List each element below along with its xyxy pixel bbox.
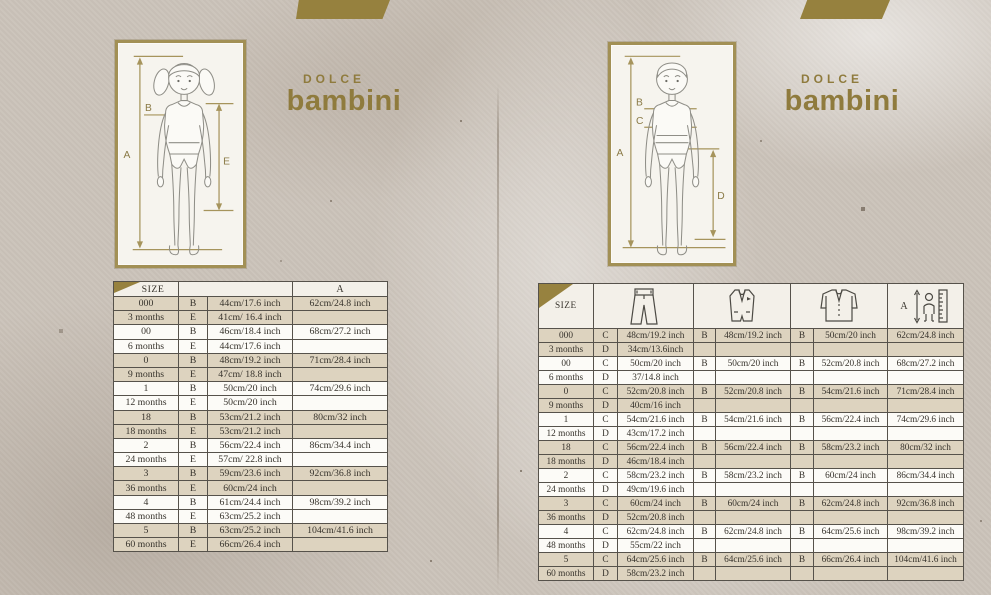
- vest-measurement-cell: [716, 511, 791, 525]
- measurement-label-e: E: [223, 156, 231, 168]
- height-cell: [293, 367, 388, 381]
- size-cell: 60 months: [539, 567, 594, 581]
- vest-measurement-cell: [716, 539, 791, 553]
- vest-measurement-cell: [716, 483, 791, 497]
- vest-column-header: [694, 284, 791, 329]
- height-cell: [888, 371, 964, 385]
- measurement-label-a: A: [123, 150, 131, 162]
- vest-measurement-cell: 50cm/20 inch: [716, 357, 791, 371]
- measurement-cell: 44cm/17.6 inch: [208, 339, 293, 353]
- shirt-measurement-cell: 56cm/22.4 inch: [814, 413, 888, 427]
- height-cell: 68cm/27.2 inch: [293, 325, 388, 339]
- pants-letter-cell: C: [594, 497, 618, 511]
- measurement-cell: 56cm/22.4 inch: [208, 438, 293, 452]
- pants-measurement-cell: 50cm/20 inch: [618, 357, 694, 371]
- vest-letter-cell: B: [694, 525, 716, 539]
- height-cell: [293, 481, 388, 495]
- shirt-letter-cell: B: [791, 525, 814, 539]
- pants-measurement-cell: 34cm/13.6inch: [618, 343, 694, 357]
- size-cell: 18: [114, 410, 179, 424]
- table-row: [114, 311, 388, 325]
- vest-measurement-cell: 60cm/24 inch: [716, 497, 791, 511]
- size-cell: 9 months: [539, 399, 594, 413]
- pants-measurement-cell: 60cm/24 inch: [618, 497, 694, 511]
- measurement-cell: 53cm/21.2 inch: [208, 410, 293, 424]
- measurement-label-c: C: [636, 116, 644, 128]
- measure-letter-cell: E: [179, 367, 208, 381]
- pants-letter-cell: C: [594, 413, 618, 427]
- pants-letter-cell: D: [594, 539, 618, 553]
- measure-letter-cell: E: [179, 339, 208, 353]
- table-row: [114, 353, 388, 367]
- shirt-letter-cell: [791, 343, 814, 357]
- pants-letter-cell: C: [594, 385, 618, 399]
- shirt-letter-cell: B: [791, 441, 814, 455]
- size-cell: 1: [539, 413, 594, 427]
- table-row: [539, 399, 964, 413]
- size-cell: 2: [114, 438, 179, 452]
- paper-crease: [497, 84, 499, 590]
- measure-letter-cell: B: [179, 438, 208, 452]
- vest-letter-cell: [694, 399, 716, 413]
- height-cell: [888, 511, 964, 525]
- height-cell: [293, 424, 388, 438]
- pants-measurement-cell: 43cm/17.2 inch: [618, 427, 694, 441]
- shirt-column-header: [791, 284, 888, 329]
- girl-table-header-row: [114, 282, 388, 297]
- height-cell: 71cm/28.4 inch: [888, 385, 964, 399]
- measurement-cell: 47cm/ 18.8 inch: [208, 367, 293, 381]
- measurement-cell: 63cm/25.2 inch: [208, 524, 293, 538]
- shirt-measurement-cell: 66cm/26.4 inch: [814, 553, 888, 567]
- table-row: [114, 495, 388, 509]
- boy-figure-illustration: [611, 45, 733, 263]
- brand-logo-bottom: bambini: [286, 85, 402, 117]
- measure-letter-cell: E: [179, 509, 208, 523]
- measurement-cell: 66cm/26.4 inch: [208, 538, 293, 552]
- vest-measurement-cell: [716, 427, 791, 441]
- measurement-label-d: D: [717, 191, 725, 203]
- measure-letter-cell: E: [179, 481, 208, 495]
- measurement-cell: 46cm/18.4 inch: [208, 325, 293, 339]
- vest-letter-cell: [694, 371, 716, 385]
- size-cell: 48 months: [539, 539, 594, 553]
- table-row: [539, 539, 964, 553]
- brand-logo-top: DOLCE: [801, 72, 863, 86]
- shirt-measurement-cell: 50cm/20 inch: [814, 329, 888, 343]
- shirt-measurement-cell: [814, 399, 888, 413]
- shirt-measurement-cell: 58cm/23.2 inch: [814, 441, 888, 455]
- measurement-cell: 63cm/25.2 inch: [208, 509, 293, 523]
- height-cell: 86cm/34.4 inch: [293, 438, 388, 452]
- measure-letter-cell: B: [179, 325, 208, 339]
- size-header-cell: SIZE: [114, 282, 179, 297]
- table-row: [114, 339, 388, 353]
- vest-letter-cell: [694, 427, 716, 441]
- shirt-measurement-cell: 62cm/24.8 inch: [814, 497, 888, 511]
- height-cell: [888, 455, 964, 469]
- pants-letter-cell: D: [594, 343, 618, 357]
- vest-letter-cell: B: [694, 469, 716, 483]
- height-cell: [888, 399, 964, 413]
- table-row: [539, 385, 964, 399]
- height-cell: [888, 343, 964, 357]
- shirt-letter-cell: [791, 511, 814, 525]
- table-row: [114, 524, 388, 538]
- shirt-letter-cell: B: [791, 413, 814, 427]
- table-row: [114, 325, 388, 339]
- brand-logo-bottom: bambini: [784, 85, 900, 117]
- height-cell: [293, 396, 388, 410]
- pants-letter-cell: D: [594, 567, 618, 581]
- vest-icon: [725, 288, 759, 324]
- shirt-letter-cell: [791, 539, 814, 553]
- size-cell: 48 months: [114, 509, 179, 523]
- shirt-measurement-cell: [814, 343, 888, 357]
- table-row: [114, 410, 388, 424]
- shirt-measurement-cell: [814, 483, 888, 497]
- size-cell: 24 months: [539, 483, 594, 497]
- size-cell: 5: [114, 524, 179, 538]
- pants-measurement-cell: 37/14.8 inch: [618, 371, 694, 385]
- measure-letter-cell: B: [179, 410, 208, 424]
- table-row: [539, 497, 964, 511]
- measure-letter-cell: E: [179, 538, 208, 552]
- pants-measurement-cell: 40cm/16 inch: [618, 399, 694, 413]
- shirt-letter-cell: B: [791, 553, 814, 567]
- shirt-measurement-cell: [814, 371, 888, 385]
- measure-letter-cell: B: [179, 467, 208, 481]
- table-row: [539, 455, 964, 469]
- height-cell: 86cm/34.4 inch: [888, 469, 964, 483]
- table-row: [539, 371, 964, 385]
- table-row: [539, 413, 964, 427]
- pants-letter-cell: C: [594, 329, 618, 343]
- shirt-letter-cell: [791, 567, 814, 581]
- height-cell: 98cm/39.2 inch: [293, 495, 388, 509]
- size-cell: 18 months: [539, 455, 594, 469]
- boy-table-header-row: [539, 284, 964, 329]
- vest-letter-cell: [694, 483, 716, 497]
- table-row: [539, 469, 964, 483]
- size-cell: 36 months: [114, 481, 179, 495]
- measurement-label-a: A: [616, 148, 624, 160]
- pants-letter-cell: C: [594, 357, 618, 371]
- pants-measurement-cell: 52cm/20.8 inch: [618, 385, 694, 399]
- vest-measurement-cell: 54cm/21.6 inch: [716, 413, 791, 427]
- height-cell: 80cm/32 inch: [888, 441, 964, 455]
- vest-letter-cell: [694, 455, 716, 469]
- vest-letter-cell: B: [694, 441, 716, 455]
- pants-letter-cell: D: [594, 511, 618, 525]
- pants-measurement-cell: 54cm/21.6 inch: [618, 413, 694, 427]
- table-row: [114, 481, 388, 495]
- corner-triangle-icon: [114, 282, 140, 293]
- height-cell: [293, 538, 388, 552]
- size-header-cell: SIZE: [539, 284, 594, 329]
- height-cell: 92cm/36.8 inch: [293, 467, 388, 481]
- pants-column-header: [594, 284, 694, 329]
- table-row: [539, 483, 964, 497]
- shirt-letter-cell: B: [791, 329, 814, 343]
- height-cell: [293, 311, 388, 325]
- vest-measurement-cell: 64cm/25.6 inch: [716, 553, 791, 567]
- measurement-cell: 41cm/ 16.4 inch: [208, 311, 293, 325]
- girl-measurement-diagram: [115, 40, 246, 268]
- measure-letter-cell: B: [179, 382, 208, 396]
- measurement-cell: 48cm/19.2 inch: [208, 353, 293, 367]
- shirt-measurement-cell: [814, 511, 888, 525]
- size-cell: 2: [539, 469, 594, 483]
- vest-measurement-cell: 56cm/22.4 inch: [716, 441, 791, 455]
- table-row: [114, 424, 388, 438]
- shirt-measurement-cell: 60cm/24 inch: [814, 469, 888, 483]
- measure-letter-cell: B: [179, 297, 208, 311]
- vest-measurement-cell: 58cm/23.2 inch: [716, 469, 791, 483]
- height-a-header-cell: A: [888, 284, 964, 329]
- shirt-letter-cell: B: [791, 497, 814, 511]
- vest-measurement-cell: [716, 343, 791, 357]
- pants-letter-cell: D: [594, 455, 618, 469]
- vest-measurement-cell: 52cm/20.8 inch: [716, 385, 791, 399]
- shirt-letter-cell: [791, 371, 814, 385]
- size-cell: 6 months: [539, 371, 594, 385]
- pants-measurement-cell: 62cm/24.8 inch: [618, 525, 694, 539]
- size-cell: 18 months: [114, 424, 179, 438]
- height-cell: [293, 453, 388, 467]
- vest-measurement-cell: [716, 567, 791, 581]
- vest-letter-cell: B: [694, 357, 716, 371]
- pants-letter-cell: C: [594, 469, 618, 483]
- pants-measurement-cell: 52cm/20.8 inch: [618, 511, 694, 525]
- girl-figure-illustration: [118, 43, 243, 265]
- pants-letter-cell: C: [594, 553, 618, 567]
- size-cell: 0: [539, 385, 594, 399]
- table-row: [539, 343, 964, 357]
- size-cell: 18: [539, 441, 594, 455]
- shirt-measurement-cell: [814, 427, 888, 441]
- shirt-measurement-cell: [814, 455, 888, 469]
- boy-size-table: [538, 283, 964, 581]
- vest-letter-cell: B: [694, 329, 716, 343]
- height-cell: 104cm/41.6 inch: [293, 524, 388, 538]
- paper-speckles: [0, 0, 2, 2]
- pants-measurement-cell: 64cm/25.6 inch: [618, 553, 694, 567]
- pants-measurement-cell: 58cm/23.2 inch: [618, 567, 694, 581]
- vest-measurement-cell: 62cm/24.8 inch: [716, 525, 791, 539]
- measurement-cell: 61cm/24.4 inch: [208, 495, 293, 509]
- measurement-cell: 57cm/ 22.8 inch: [208, 453, 293, 467]
- vest-letter-cell: [694, 511, 716, 525]
- measure-letter-cell: B: [179, 524, 208, 538]
- pants-measurement-cell: 58cm/23.2 inch: [618, 469, 694, 483]
- size-cell: 000: [539, 329, 594, 343]
- size-cell: 3 months: [114, 311, 179, 325]
- brand-logo: [286, 72, 402, 116]
- shirt-measurement-cell: 52cm/20.8 inch: [814, 357, 888, 371]
- brand-logo: [784, 72, 900, 116]
- table-row: [539, 553, 964, 567]
- measure-letter-cell: B: [179, 495, 208, 509]
- measurement-label-b: B: [145, 102, 152, 114]
- shirt-letter-cell: [791, 427, 814, 441]
- size-cell: 60 months: [114, 538, 179, 552]
- height-a-header-cell: A: [293, 282, 388, 297]
- shirt-icon: [817, 288, 861, 324]
- measurement-cell: 60cm/24 inch: [208, 481, 293, 495]
- shirt-letter-cell: [791, 399, 814, 413]
- pants-letter-cell: D: [594, 483, 618, 497]
- height-cell: 74cm/29.6 inch: [888, 413, 964, 427]
- shirt-letter-cell: B: [791, 357, 814, 371]
- pants-measurement-cell: 55cm/22 inch: [618, 539, 694, 553]
- height-cell: 80cm/32 inch: [293, 410, 388, 424]
- measurement-cell: 44cm/17.6 inch: [208, 297, 293, 311]
- empty-header-cell: [179, 282, 293, 297]
- measurement-label-b: B: [636, 97, 643, 109]
- height-ruler-icon: [911, 287, 951, 325]
- measure-letter-cell: E: [179, 396, 208, 410]
- vest-measurement-cell: [716, 455, 791, 469]
- height-cell: [888, 567, 964, 581]
- vest-letter-cell: B: [694, 413, 716, 427]
- table-row: [539, 525, 964, 539]
- size-cell: 6 months: [114, 339, 179, 353]
- pants-letter-cell: C: [594, 525, 618, 539]
- measure-letter-cell: B: [179, 353, 208, 367]
- vest-letter-cell: [694, 539, 716, 553]
- shirt-measurement-cell: 64cm/25.6 inch: [814, 525, 888, 539]
- height-cell: [888, 427, 964, 441]
- height-cell: 62cm/24.8 inch: [888, 329, 964, 343]
- height-cell: 62cm/24.8 inch: [293, 297, 388, 311]
- shirt-letter-cell: B: [791, 469, 814, 483]
- table-row: [114, 367, 388, 381]
- shirt-measurement-cell: 54cm/21.6 inch: [814, 385, 888, 399]
- size-cell: 5: [539, 553, 594, 567]
- table-row: [539, 329, 964, 343]
- pants-letter-cell: D: [594, 399, 618, 413]
- measurement-cell: 50cm/20 inch: [208, 382, 293, 396]
- height-cell: 71cm/28.4 inch: [293, 353, 388, 367]
- size-cell: 000: [114, 297, 179, 311]
- table-row: [114, 297, 388, 311]
- measurement-cell: 59cm/23.6 inch: [208, 467, 293, 481]
- table-row: [114, 509, 388, 523]
- gold-ribbon-top-left: [296, 0, 390, 19]
- height-cell: [293, 509, 388, 523]
- pants-letter-cell: D: [594, 427, 618, 441]
- pants-measurement-cell: 56cm/22.4 inch: [618, 441, 694, 455]
- shirt-letter-cell: [791, 483, 814, 497]
- table-row: [114, 396, 388, 410]
- measurement-cell: 50cm/20 inch: [208, 396, 293, 410]
- size-cell: 0: [114, 353, 179, 367]
- shirt-letter-cell: [791, 455, 814, 469]
- vest-letter-cell: B: [694, 497, 716, 511]
- table-row: [539, 441, 964, 455]
- table-row: [114, 538, 388, 552]
- table-row: [539, 357, 964, 371]
- size-cell: 9 months: [114, 367, 179, 381]
- table-row: [539, 567, 964, 581]
- size-cell: 36 months: [539, 511, 594, 525]
- size-cell: 3: [114, 467, 179, 481]
- pants-measurement-cell: 49cm/19.6 inch: [618, 483, 694, 497]
- vest-letter-cell: B: [694, 553, 716, 567]
- vest-measurement-cell: 48cm/19.2 inch: [716, 329, 791, 343]
- size-cell: 1: [114, 382, 179, 396]
- boy-measurement-diagram: [608, 42, 736, 266]
- table-row: [539, 427, 964, 441]
- measure-letter-cell: E: [179, 453, 208, 467]
- table-row: [539, 511, 964, 525]
- table-row: [114, 382, 388, 396]
- pants-measurement-cell: 46cm/18.4 inch: [618, 455, 694, 469]
- size-cell: 3 months: [539, 343, 594, 357]
- size-cell: 00: [539, 357, 594, 371]
- measure-letter-cell: E: [179, 424, 208, 438]
- shirt-measurement-cell: [814, 567, 888, 581]
- height-cell: 68cm/27.2 inch: [888, 357, 964, 371]
- vest-letter-cell: [694, 567, 716, 581]
- size-cell: 4: [539, 525, 594, 539]
- height-cell: [888, 483, 964, 497]
- table-row: [114, 438, 388, 452]
- table-row: [114, 467, 388, 481]
- measurement-cell: 53cm/21.2 inch: [208, 424, 293, 438]
- size-cell: 12 months: [539, 427, 594, 441]
- vest-letter-cell: B: [694, 385, 716, 399]
- height-cell: 104cm/41.6 inch: [888, 553, 964, 567]
- size-cell: 12 months: [114, 396, 179, 410]
- size-cell: 24 months: [114, 453, 179, 467]
- size-cell: 4: [114, 495, 179, 509]
- pants-letter-cell: C: [594, 441, 618, 455]
- size-cell: 00: [114, 325, 179, 339]
- vest-letter-cell: [694, 343, 716, 357]
- girl-size-table: [113, 281, 388, 552]
- height-cell: 74cm/29.6 inch: [293, 382, 388, 396]
- height-cell: 92cm/36.8 inch: [888, 497, 964, 511]
- gold-ribbon-top-right: [800, 0, 890, 19]
- size-cell: 3: [539, 497, 594, 511]
- pants-letter-cell: D: [594, 371, 618, 385]
- pants-icon: [627, 286, 661, 326]
- pants-measurement-cell: 48cm/19.2 inch: [618, 329, 694, 343]
- height-cell: 98cm/39.2 inch: [888, 525, 964, 539]
- measure-letter-cell: E: [179, 311, 208, 325]
- brand-logo-top: DOLCE: [303, 72, 365, 86]
- height-cell: [888, 539, 964, 553]
- vest-measurement-cell: [716, 399, 791, 413]
- table-row: [114, 453, 388, 467]
- shirt-letter-cell: B: [791, 385, 814, 399]
- vest-measurement-cell: [716, 371, 791, 385]
- shirt-measurement-cell: [814, 539, 888, 553]
- height-cell: [293, 339, 388, 353]
